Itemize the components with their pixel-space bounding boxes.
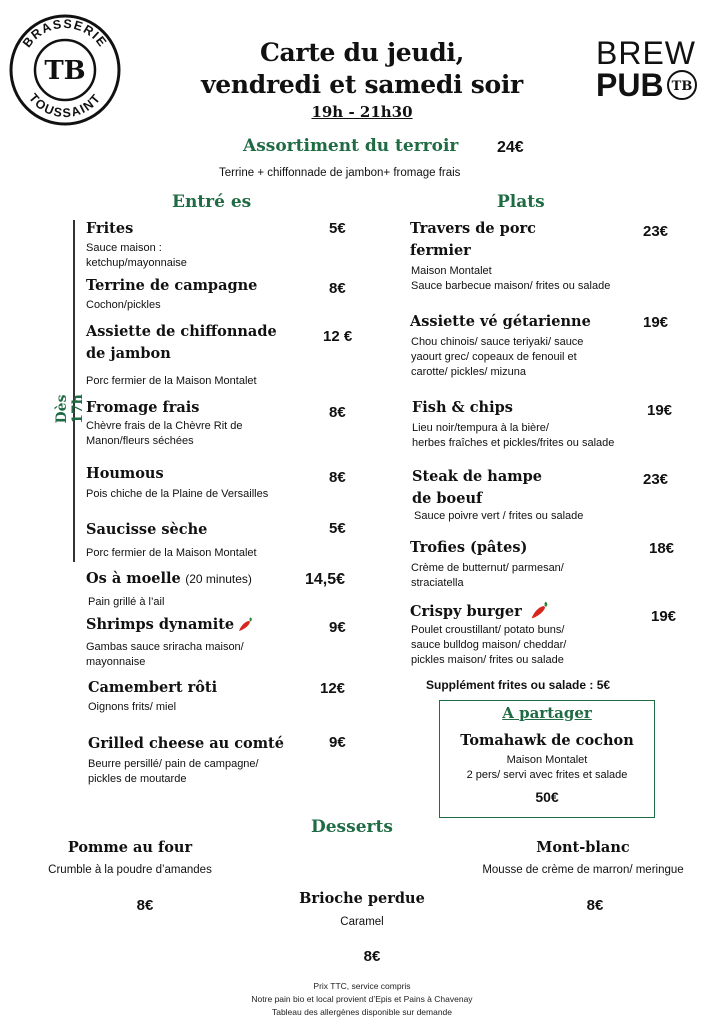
entree-price: 9€ <box>329 619 346 636</box>
plat-name: de boeuf <box>412 490 483 507</box>
entree-name: Camembert rôti <box>88 679 218 696</box>
plat-desc: Lieu noir/tempura à la bière/ <box>412 422 549 434</box>
entree-desc: ketchup/mayonnaise <box>86 257 187 269</box>
entree-desc: Beurre persillé/ pain de campagne/ <box>88 758 259 770</box>
entree-price: 14,5€ <box>305 571 346 588</box>
footer-line: Notre pain bio et local provient d’Epis et Pains à Chavenay <box>251 994 473 1004</box>
plats-heading: Plats <box>497 192 545 212</box>
brew-pub-logo <box>596 37 714 101</box>
plat-desc: Poulet croustillant/ potato buns/ <box>411 624 565 636</box>
entree-desc: Cochon/pickles <box>86 299 161 311</box>
chili-pepper-icon <box>236 616 254 634</box>
entree-name: Assiette de chiffonnade <box>86 323 277 340</box>
plat-price: 19€ <box>643 314 669 331</box>
logo-top-text: BRASSERIE <box>20 16 110 51</box>
entree-price: 5€ <box>329 220 346 237</box>
entree-desc: mayonnaise <box>86 656 146 668</box>
dessert-desc: Crumble à la poudre d’amandes <box>48 864 212 876</box>
plat-desc: Sauce poivre vert / frites ou salade <box>414 510 584 522</box>
dessert-price: 8€ <box>586 897 604 914</box>
logo-monogram: TB <box>44 56 86 86</box>
entree-name: Houmous <box>86 465 164 482</box>
entree-price: 8€ <box>329 469 346 486</box>
dessert-name: Mont-blanc <box>536 839 630 856</box>
entree-price: 8€ <box>329 404 346 421</box>
plat-desc: Crème de butternut/ parmesan/ <box>411 562 564 574</box>
plat-price: 19€ <box>647 402 673 419</box>
share-item-desc: Maison Montalet <box>506 754 588 766</box>
entree-desc: Chèvre frais de la Chèvre Rit de <box>86 420 243 432</box>
terroir-desc: Terrine + chiffonnade de jambon+ fromage frais <box>219 167 461 179</box>
dessert-desc: Mousse de crème de marron/ meringue <box>482 864 684 876</box>
entree-name: de jambon <box>86 345 171 362</box>
entree-price: 8€ <box>329 280 346 297</box>
dessert-price: 8€ <box>363 948 381 965</box>
dessert-name: Pomme au four <box>67 839 193 856</box>
supplement-note: Supplément frites ou salade : 5€ <box>426 678 611 692</box>
terroir-heading: Assortiment du terroir <box>243 136 459 156</box>
entree-desc: Gambas sauce sriracha maison/ <box>86 641 244 653</box>
entree-price: 5€ <box>329 520 346 537</box>
footer-line: Prix TTC, service compris <box>313 981 411 991</box>
plat-name: Trofies (pâtes) <box>410 539 528 556</box>
plat-desc: straciatella <box>411 577 464 589</box>
entree-desc: Porc fermier de la Maison Montalet <box>86 375 257 387</box>
plat-desc: yaourt grec/ copeaux de fenouil et <box>411 351 577 363</box>
plat-price: 23€ <box>643 471 669 488</box>
brasserie-toussaint-logo <box>8 13 122 127</box>
share-item-name: Tomahawk de cochon <box>460 732 634 749</box>
entree-desc: Oignons frits/ miel <box>88 701 177 713</box>
menu-title-line2: vendredi et samedi soir <box>201 70 523 99</box>
brew-pub-line1: BREW <box>596 35 696 71</box>
entree-name-row <box>86 614 254 635</box>
entree-desc: Sauce maison : <box>86 242 162 254</box>
brew-pub-line2: PUB <box>596 67 664 103</box>
brew-pub-emblem-icon <box>666 69 698 101</box>
footer-line: Tableau des allergènes disponible sur demande <box>271 1007 453 1017</box>
entree-name: Grilled cheese au comté <box>88 735 284 752</box>
entree-desc: Manon/fleurs séchées <box>86 435 194 447</box>
plat-desc: sauce bulldog maison/ cheddar/ <box>411 639 567 651</box>
entree-desc: Porc fermier de la Maison Montalet <box>86 547 257 559</box>
plat-desc: Chou chinois/ sauce teriyaki/ sauce <box>411 336 584 348</box>
dessert-price: 8€ <box>136 897 154 914</box>
plat-desc: carotte/ pickles/ mizuna <box>411 366 526 378</box>
share-box <box>439 700 655 818</box>
plat-name: Fish & chips <box>412 399 513 416</box>
share-item-price: 50€ <box>535 789 559 805</box>
plat-desc: Sauce barbecue maison/ frites ou salade <box>411 280 611 292</box>
entree-name-extra: (20 minutes) <box>185 572 252 586</box>
entree-name: Saucisse sèche <box>86 521 208 538</box>
entree-desc: Pois chiche de la Plaine de Versailles <box>86 488 269 500</box>
dessert-name: Brioche perdue <box>299 890 425 907</box>
menu-title-line1: Carte du jeudi, <box>259 38 465 67</box>
plat-price: 19€ <box>651 608 677 625</box>
plat-name: Travers de porc <box>410 220 536 237</box>
share-heading: A partager <box>502 704 592 722</box>
entree-name: Fromage frais <box>86 399 200 416</box>
entree-name: Terrine de campagne <box>86 277 258 294</box>
plat-price: 18€ <box>649 540 675 557</box>
entrees-heading: Entré es <box>172 192 252 212</box>
plat-price: 23€ <box>643 223 669 240</box>
entree-price: 9€ <box>329 734 346 751</box>
dessert-desc: Caramel <box>340 916 384 928</box>
terroir-price: 24€ <box>497 139 524 156</box>
svg-text:BRASSERIE <box>20 17 110 50</box>
service-hours: 19h - 21h30 <box>311 103 413 121</box>
brew-pub-line2-row <box>596 69 714 101</box>
entree-price: 12 € <box>323 328 353 345</box>
plat-name: Crispy burger <box>410 602 522 620</box>
plat-desc: pickles maison/ frites ou salade <box>411 654 564 666</box>
desserts-heading: Desserts <box>311 817 393 837</box>
plat-desc: Maison Montalet <box>411 265 492 277</box>
entree-desc: Pain grillé à l’ail <box>88 596 165 608</box>
entree-price: 12€ <box>320 680 346 697</box>
plat-name: Steak de hampe <box>412 468 542 485</box>
entree-name-row <box>86 568 252 589</box>
plat-name-row <box>410 600 550 622</box>
logo-bottom-text: TOUSSAINT <box>26 90 104 121</box>
plat-desc: herbes fraîches et pickles/frites ou salade <box>412 437 615 449</box>
plat-name: fermier <box>410 242 471 259</box>
entrees-timeframe-label: Dès 17h <box>54 394 86 424</box>
chili-pepper-icon <box>528 600 550 622</box>
svg-text:TB: TB <box>671 79 692 94</box>
share-item-desc: 2 pers/ servi avec frites et salade <box>466 769 628 781</box>
entree-name: Shrimps dynamite <box>86 616 235 633</box>
entree-name: Os à moelle <box>86 570 181 587</box>
plat-name: Assiette vé gétarienne <box>410 313 591 330</box>
entree-name: Frites <box>86 220 134 237</box>
entree-desc: pickles de moutarde <box>88 773 187 785</box>
